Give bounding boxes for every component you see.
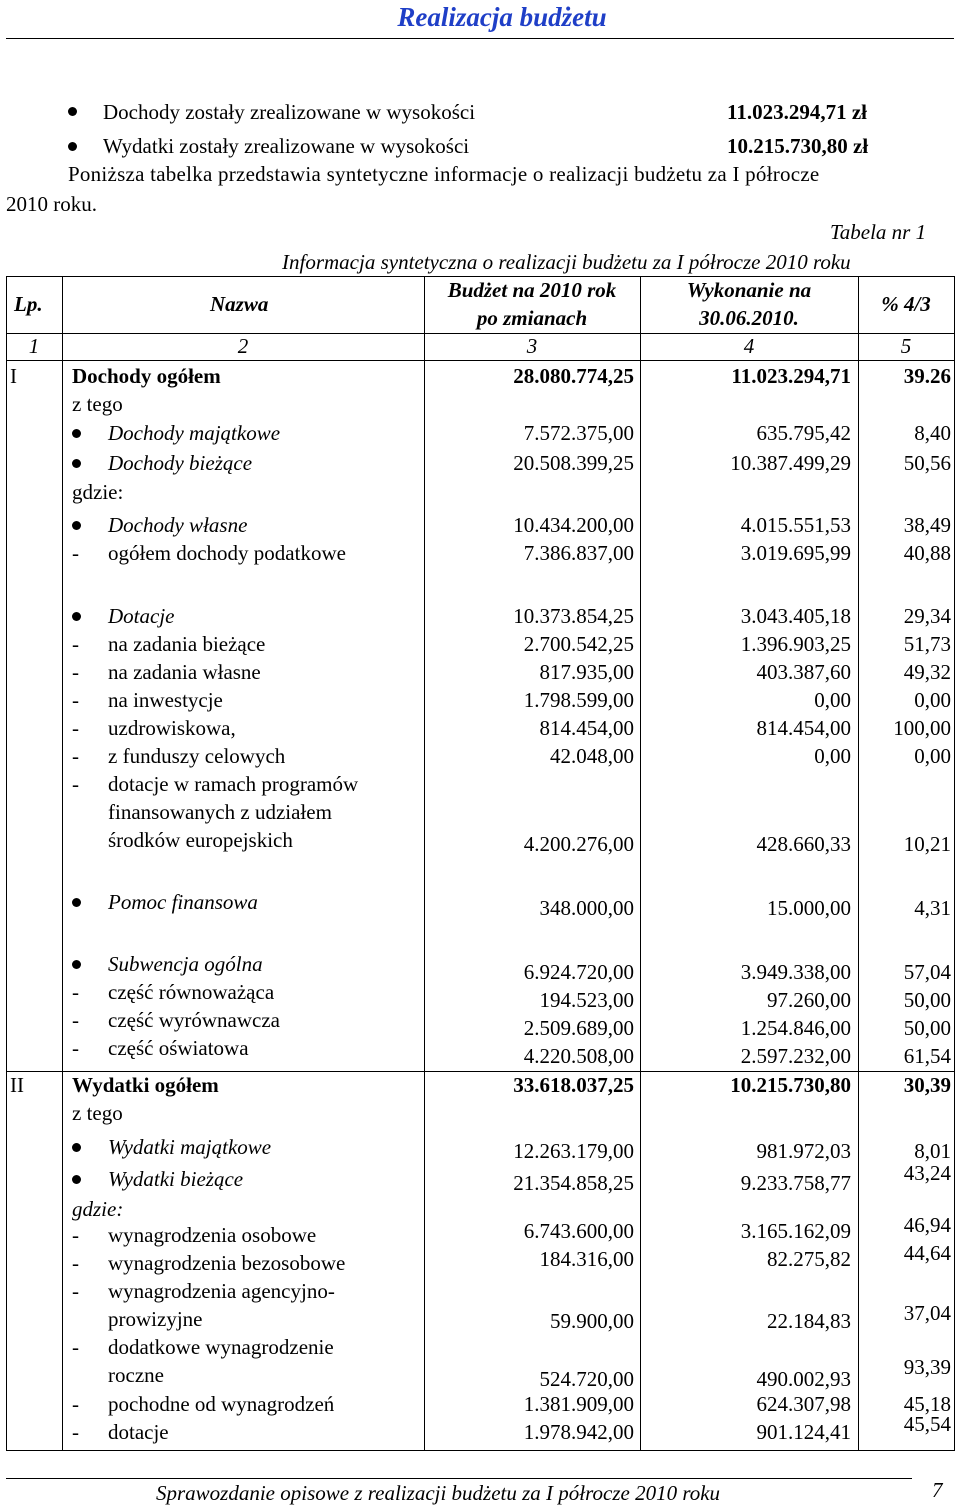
row-name: Wydatki ogółem xyxy=(72,1073,219,1097)
row-name: na zadania własne xyxy=(108,660,261,684)
row-name: Dochody majątkowe xyxy=(108,421,281,445)
row-budget-value: 817.935,00 xyxy=(539,660,634,684)
row-budget-value: 194.523,00 xyxy=(539,988,634,1012)
dash-marker: - xyxy=(72,1335,79,1359)
row-percent-value: 57,04 xyxy=(903,960,951,984)
row-percent-value: 51,73 xyxy=(903,632,951,656)
bullet-icon xyxy=(72,898,81,907)
intro-paragraph-line1: Poniższa tabelka przedstawia syntetyczne informacje o realizacji budżetu za I półrocze xyxy=(68,162,820,186)
row-budget-value: 4.220.508,00 xyxy=(523,1044,634,1068)
row-execution-value: 403.387,60 xyxy=(756,660,851,684)
bullet-icon xyxy=(72,459,81,468)
dash-marker: - xyxy=(72,660,79,684)
row-budget-value: 7.386.837,00 xyxy=(523,541,634,565)
bullet-icon xyxy=(72,1143,81,1152)
table-caption: Tabela nr 1 xyxy=(830,220,927,244)
col-divider xyxy=(62,276,63,1451)
row-budget-value: 1.381.909,00 xyxy=(523,1392,634,1416)
revenue-summary-value: 11.023.294,71 zł xyxy=(727,100,867,124)
row-name: gdzie: xyxy=(72,1197,124,1221)
page-number: 7 xyxy=(932,1478,943,1502)
row-percent-value: 39.26 xyxy=(903,364,951,388)
dash-marker: - xyxy=(72,716,79,740)
col-divider xyxy=(954,276,955,1451)
row-name: gdzie: xyxy=(72,480,124,504)
header-nazwa: Nazwa xyxy=(210,292,269,316)
row-name: Dochody bieżące xyxy=(108,451,253,475)
row-percent-value: 100,00 xyxy=(893,716,951,740)
row-percent-value: 0,00 xyxy=(914,688,951,712)
table-border-top xyxy=(6,276,954,277)
row-execution-value: 2.597.232,00 xyxy=(740,1044,851,1068)
row-percent-value: 30,39 xyxy=(903,1073,951,1097)
row-percent-value: 40,88 xyxy=(903,541,951,565)
bullet-icon xyxy=(68,142,77,151)
row-name: Dochody ogółem xyxy=(72,364,221,388)
row-percent-value: 45,18 xyxy=(903,1392,951,1416)
row-percent-value: 50,00 xyxy=(903,1016,951,1040)
row-percent-value: 0,00 xyxy=(914,744,951,768)
dash-marker: - xyxy=(72,1223,79,1247)
dash-marker: - xyxy=(72,744,79,768)
footer-rule xyxy=(6,1478,912,1479)
row-budget-value: 1.798.599,00 xyxy=(523,688,634,712)
row-budget-value: 42.048,00 xyxy=(550,744,634,768)
column-number: 1 xyxy=(28,334,40,358)
row-name: wynagrodzenia agencyjno- xyxy=(108,1279,335,1303)
bullet-icon xyxy=(72,1175,81,1184)
row-name: dodatkowe wynagrodzenie xyxy=(108,1335,334,1359)
row-name: Subwencja ogólna xyxy=(108,952,263,976)
row-name: Wydatki majątkowe xyxy=(108,1135,272,1159)
row-execution-value: 0,00 xyxy=(814,744,851,768)
row-name: z funduszy celowych xyxy=(108,744,286,768)
table-subtitle: Informacja syntetyczna o realizacji budżetu za I półrocze 2010 roku xyxy=(282,250,851,274)
row-budget-value: 10.434.200,00 xyxy=(513,513,634,537)
row-lp: II xyxy=(10,1073,24,1097)
row-execution-value: 82.275,82 xyxy=(767,1247,851,1271)
col-divider xyxy=(6,276,7,1451)
header-execution-line2: 30.06.2010. xyxy=(699,306,799,330)
header-lp: Lp. xyxy=(14,292,43,316)
row-budget-value: 2.700.542,25 xyxy=(523,632,634,656)
row-execution-value: 3.165.162,09 xyxy=(740,1219,851,1243)
row-execution-value: 9.233.758,77 xyxy=(740,1171,851,1195)
row-name: część wyrównawcza xyxy=(108,1008,280,1032)
row-percent-value: 93,39 xyxy=(903,1355,951,1379)
dash-marker: - xyxy=(72,1008,79,1032)
row-execution-value: 1.254.846,00 xyxy=(740,1016,851,1040)
column-number: 5 xyxy=(900,334,912,358)
row-budget-value: 33.618.037,25 xyxy=(513,1073,634,1097)
header-budget-line2: po zmianach xyxy=(476,306,588,330)
row-execution-value: 635.795,42 xyxy=(756,421,851,445)
row-percent-value: 46,94 xyxy=(903,1213,951,1237)
row-name: środków europejskich xyxy=(108,828,293,852)
row-name: część oświatowa xyxy=(108,1036,249,1060)
row-budget-value: 21.354.858,25 xyxy=(513,1171,634,1195)
row-execution-value: 0,00 xyxy=(814,688,851,712)
row-name: roczne xyxy=(108,1363,164,1387)
row-name: prowizyjne xyxy=(108,1307,203,1331)
row-execution-value: 490.002,93 xyxy=(756,1367,851,1391)
row-name: Dotacje xyxy=(108,604,175,628)
dash-marker: - xyxy=(72,1251,79,1275)
row-budget-value: 10.373.854,25 xyxy=(513,604,634,628)
row-execution-value: 97.260,00 xyxy=(767,988,851,1012)
column-number: 4 xyxy=(743,334,755,358)
row-percent-value: 10,21 xyxy=(903,832,951,856)
dash-marker: - xyxy=(72,688,79,712)
row-execution-value: 15.000,00 xyxy=(767,896,851,920)
row-execution-value: 11.023.294,71 xyxy=(731,364,851,388)
row-name: Pomoc finansowa xyxy=(108,890,258,914)
row-budget-value: 2.509.689,00 xyxy=(523,1016,634,1040)
row-percent-value: 38,49 xyxy=(903,513,951,537)
row-budget-value: 12.263.179,00 xyxy=(513,1139,634,1163)
title-rule xyxy=(6,38,954,39)
dash-marker: - xyxy=(72,1420,79,1444)
row-execution-value: 428.660,33 xyxy=(756,832,851,856)
dash-marker: - xyxy=(72,541,79,565)
row-name: Dochody własne xyxy=(108,513,248,537)
row-name: na zadania bieżące xyxy=(108,632,266,656)
row-percent-value: 37,04 xyxy=(903,1301,951,1325)
dash-marker: - xyxy=(72,1279,79,1303)
row-budget-value: 4.200.276,00 xyxy=(523,832,634,856)
row-budget-value: 348.000,00 xyxy=(539,896,634,920)
row-execution-value: 1.396.903,25 xyxy=(740,632,851,656)
bullet-icon xyxy=(68,107,77,116)
row-percent-value: 43,24 xyxy=(903,1161,951,1185)
dash-marker: - xyxy=(72,1392,79,1416)
row-percent-value: 49,32 xyxy=(903,660,951,684)
row-execution-value: 814.454,00 xyxy=(756,716,851,740)
row-name: uzdrowiskowa, xyxy=(108,716,236,740)
row-name: finansowanych z udziałem xyxy=(108,800,332,824)
row-name: na inwestycje xyxy=(108,688,223,712)
header-execution-line1: Wykonanie na xyxy=(686,278,812,302)
column-number: 2 xyxy=(237,334,249,358)
expense-summary-value: 10.215.730,80 zł xyxy=(727,134,869,158)
row-execution-value: 981.972,03 xyxy=(756,1139,851,1163)
revenue-summary-label: Dochody zostały zrealizowane w wysokości xyxy=(103,100,476,124)
expense-summary-label: Wydatki zostały zrealizowane w wysokości xyxy=(103,134,470,158)
row-percent-value: 50,00 xyxy=(903,988,951,1012)
row-lp: I xyxy=(10,364,17,388)
row-percent-value: 29,34 xyxy=(903,604,951,628)
bullet-icon xyxy=(72,960,81,969)
row-percent-value: 8,40 xyxy=(914,421,951,445)
intro-paragraph-line2: 2010 roku. xyxy=(6,192,97,216)
dash-marker: - xyxy=(72,632,79,656)
row-execution-value: 22.184,83 xyxy=(767,1309,851,1333)
row-name: Wydatki bieżące xyxy=(108,1167,244,1191)
dash-marker: - xyxy=(72,1036,79,1060)
row-execution-value: 10.387.499,29 xyxy=(730,451,851,475)
section-rule xyxy=(6,1071,954,1072)
row-execution-value: 624.307,98 xyxy=(756,1392,851,1416)
row-budget-value: 20.508.399,25 xyxy=(513,451,634,475)
row-percent-value: 44,64 xyxy=(903,1241,951,1265)
row-name: dotacje w ramach programów xyxy=(108,772,359,796)
row-execution-value: 901.124,41 xyxy=(756,1420,851,1444)
footer-text: Sprawozdanie opisowe z realizacji budżetu za I półrocze 2010 roku xyxy=(156,1481,721,1505)
row-budget-value: 28.080.774,25 xyxy=(513,364,634,388)
row-budget-value: 6.924.720,00 xyxy=(523,960,634,984)
row-execution-value: 3.043.405,18 xyxy=(740,604,851,628)
row-percent-value: 61,54 xyxy=(903,1044,951,1068)
row-execution-value: 3.019.695,99 xyxy=(740,541,851,565)
row-execution-value: 3.949.338,00 xyxy=(740,960,851,984)
row-budget-value: 1.978.942,00 xyxy=(523,1420,634,1444)
row-name: wynagrodzenia osobowe xyxy=(108,1223,317,1247)
row-percent-value: 8,01 xyxy=(914,1139,951,1163)
row-budget-value: 59.900,00 xyxy=(550,1309,634,1333)
row-budget-value: 524.720,00 xyxy=(539,1367,634,1391)
row-name: dotacje xyxy=(108,1420,169,1444)
row-name: pochodne od wynagrodzeń xyxy=(108,1392,335,1416)
dash-marker: - xyxy=(72,772,79,796)
row-budget-value: 184.316,00 xyxy=(539,1247,634,1271)
row-percent-value: 50,56 xyxy=(903,451,951,475)
row-budget-value: 814.454,00 xyxy=(539,716,634,740)
header-budget-line1: Budżet na 2010 rok xyxy=(447,278,617,302)
colnum-rule xyxy=(6,360,954,361)
bullet-icon xyxy=(72,429,81,438)
table-border-bottom xyxy=(6,1450,954,1451)
header-percent: % 4/3 xyxy=(881,292,931,316)
row-execution-value: 10.215.730,80 xyxy=(730,1073,851,1097)
row-name: wynagrodzenia bezosobowe xyxy=(108,1251,346,1275)
row-percent-value: 45,54 xyxy=(903,1412,951,1436)
bullet-icon xyxy=(72,612,81,621)
row-execution-value: 4.015.551,53 xyxy=(740,513,851,537)
row-percent-value: 4,31 xyxy=(914,896,951,920)
row-name: ogółem dochody podatkowe xyxy=(108,541,346,565)
row-name: z tego xyxy=(72,392,123,416)
bullet-icon xyxy=(72,521,81,530)
row-name: część równoważąca xyxy=(108,980,275,1004)
row-budget-value: 6.743.600,00 xyxy=(523,1219,634,1243)
column-number: 3 xyxy=(526,334,538,358)
page-title: Realizacja budżetu xyxy=(397,2,607,32)
row-budget-value: 7.572.375,00 xyxy=(523,421,634,445)
row-name: z tego xyxy=(72,1101,123,1125)
dash-marker: - xyxy=(72,980,79,1004)
